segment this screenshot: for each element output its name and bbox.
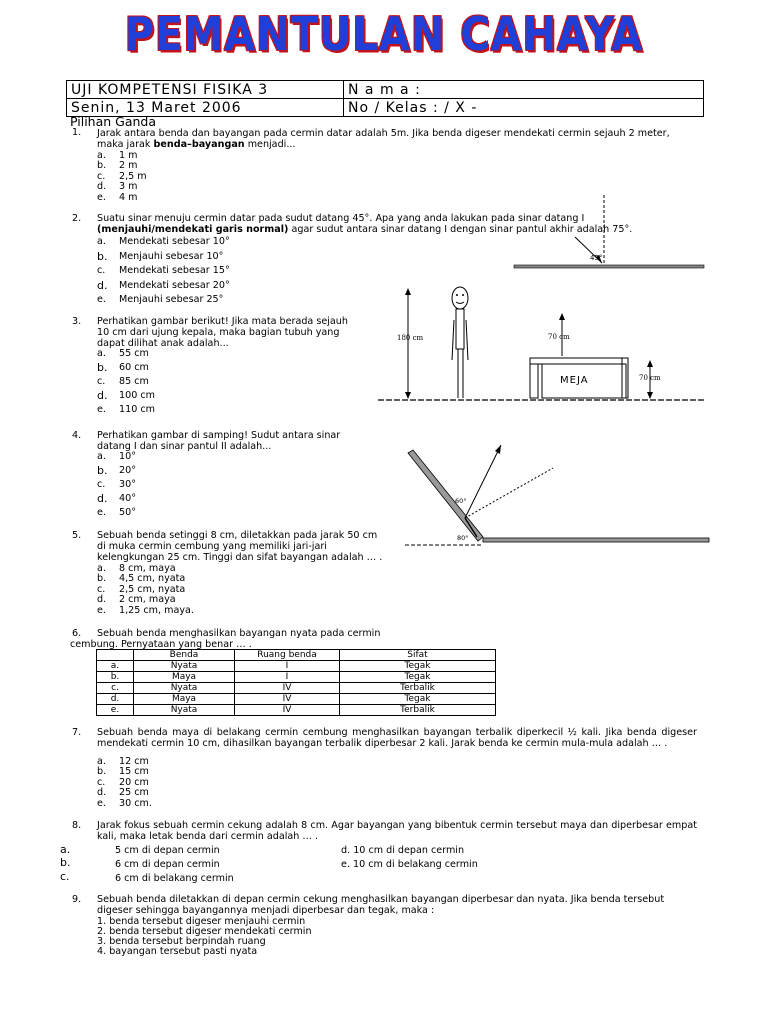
table-cell: Nyata xyxy=(134,661,235,672)
table-cell: Nyata xyxy=(134,683,235,694)
q6-line1: Sebuah benda menghasilkan bayangan nyata pada cermin xyxy=(97,628,381,639)
q8-opt-c-letter: c. xyxy=(60,870,70,883)
option-text: 4 m xyxy=(119,191,138,203)
table-cell: Terbalik xyxy=(340,683,496,694)
q8-opt-a: 5 cm di depan cermin xyxy=(115,845,220,856)
option-text: 10° xyxy=(119,451,137,462)
option-text: 2,5 cm, nyata xyxy=(119,583,186,595)
table-cell: Tegak xyxy=(340,672,496,683)
q9-statement: 3. benda tersebut berpindah ruang xyxy=(97,936,266,947)
option-letter: b. xyxy=(97,160,107,172)
q9-line1: Sebuah benda diletakkan di depan cermin cekung menghasilkan bayangan diperbesar dan nyata. Jika benda tersebut xyxy=(97,894,665,905)
q9-statement: 2. benda tersebut digeser mendekati cermin xyxy=(97,926,312,937)
table-cell: Maya xyxy=(134,672,235,683)
option-letter: e. xyxy=(97,797,106,809)
option-text: 85 cm xyxy=(119,376,149,387)
option-text: 20° xyxy=(119,465,137,476)
option-letter: e. xyxy=(97,191,106,203)
q3-height-child: 180 cm xyxy=(397,334,424,342)
table-cell: I xyxy=(235,672,340,683)
q2-mirror-diagram xyxy=(510,195,710,275)
q7-number: 7. xyxy=(72,727,82,738)
option-letter: b. xyxy=(97,464,108,477)
q9-statement: 4. bayangan tersebut pasti nyata xyxy=(97,946,258,957)
header-table xyxy=(66,80,704,117)
q4-double-mirror-diagram xyxy=(405,443,715,553)
q5-number: 5. xyxy=(72,530,82,541)
q8-opt-b-letter: b. xyxy=(60,856,71,869)
option-letter: c. xyxy=(97,479,106,490)
option-letter: c. xyxy=(97,170,106,182)
q5-line3: kelengkungan 25 cm. Tinggi dan sifat bayangan adalah … . xyxy=(97,552,383,563)
option-text: 12 cm xyxy=(119,756,149,767)
option-text: Menjauhi sebesar 10° xyxy=(119,250,224,262)
q9-number: 9. xyxy=(72,894,82,905)
table-row xyxy=(97,683,496,694)
option-text: 30 cm. xyxy=(119,797,152,809)
q8-opt-e: e. 10 cm di belakang cermin xyxy=(341,859,478,870)
subject-cell: UJI KOMPETENSI FISIKA 3 xyxy=(67,81,344,99)
option-text: 3 m xyxy=(119,181,138,193)
option-text: Mendekati sebesar 10° xyxy=(119,236,230,247)
q8-opt-c: 6 cm di belakang cermin xyxy=(115,873,234,884)
q1-line1: Jarak antara benda dan bayangan pada cermin datar adalah 5m. Jika benda digeser mendekati cermin sejauh 2 meter, xyxy=(97,128,670,139)
option-letter: e. xyxy=(97,604,106,616)
option-letter: b. xyxy=(97,249,108,263)
option-letter: c. xyxy=(97,376,106,387)
q3-line1: Perhatikan gambar berikut! Jika mata berada sejauh xyxy=(97,316,348,327)
option-text: 40° xyxy=(119,493,137,504)
table-row xyxy=(97,672,496,683)
table-cell: a. xyxy=(97,661,134,672)
name-cell: N a m a : xyxy=(344,81,704,99)
q3-child-table-diagram xyxy=(378,280,708,405)
option-letter: a. xyxy=(97,236,106,247)
q3-height-table: 70 cm xyxy=(548,333,570,341)
option-letter: b. xyxy=(97,361,108,374)
table-row xyxy=(97,661,496,672)
table-cell: d. xyxy=(97,694,134,705)
option-letter: e. xyxy=(97,294,106,306)
option-text: 1,25 cm, maya. xyxy=(119,604,194,616)
option-letter: d. xyxy=(97,389,108,402)
table-cell: IV xyxy=(235,683,340,694)
option-text: Mendekati sebesar 15° xyxy=(119,265,230,277)
class-cell: No / Kelas : / X - xyxy=(344,99,704,117)
table-cell: IV xyxy=(235,705,340,716)
table-cell: Tegak xyxy=(340,661,496,672)
option-letter: e. xyxy=(97,507,106,518)
q4-angle-80: 80° xyxy=(457,534,469,542)
q8-number: 8. xyxy=(72,820,82,831)
option-text: 20 cm xyxy=(119,776,149,788)
q2-number: 2. xyxy=(72,213,82,224)
option-letter: a. xyxy=(97,150,106,161)
option-text: 60 cm xyxy=(119,362,149,373)
q8-opt-d: d. 10 cm di depan cermin xyxy=(341,845,465,856)
q4-number: 4. xyxy=(72,430,82,441)
q6-answer-table xyxy=(96,649,496,716)
option-text: 100 cm xyxy=(119,390,155,401)
option-letter: d. xyxy=(97,181,107,193)
q8-opt-b: 6 cm di depan cermin xyxy=(115,859,220,870)
option-text: 15 cm xyxy=(119,766,149,778)
option-letter: a. xyxy=(97,451,106,462)
q4-line1: Perhatikan gambar di samping! Sudut antara sinar xyxy=(97,430,341,441)
option-text: 8 cm, maya xyxy=(119,563,176,574)
q2-angle-label: 45° xyxy=(590,254,603,262)
q4-angle-60: 60° xyxy=(455,497,467,505)
q3-number: 3. xyxy=(72,316,82,327)
option-letter: b. xyxy=(97,766,107,778)
option-letter: d. xyxy=(97,278,108,292)
option-text: 2,5 m xyxy=(119,170,147,182)
q8-opt-a-letter: a. xyxy=(60,843,71,856)
option-text: 2 cm, maya xyxy=(119,594,176,606)
q4-line2: datang I dan sinar pantul II adalah... xyxy=(97,441,272,452)
q8-text: Jarak fokus sebuah cermin cekung adalah 8 cm. Agar bayangan yang bibentuk cermin tersebut maya dan diperbesar empat kali, maka letak benda dari cermin adalah … . xyxy=(97,820,697,842)
option-text: Mendekati sebesar 20° xyxy=(119,279,230,291)
option-letter: a. xyxy=(97,563,106,574)
option-letter: c. xyxy=(97,265,106,277)
table-row xyxy=(97,694,496,705)
option-letter: d. xyxy=(97,492,108,505)
date-cell: Senin, 13 Maret 2006 xyxy=(67,99,344,117)
q3-height-mirror: 70 cm xyxy=(639,374,661,382)
option-text: 50° xyxy=(119,507,137,518)
q9-statement: 1. benda tersebut digeser menjauhi cermin xyxy=(97,916,306,927)
option-letter: a. xyxy=(97,756,106,767)
q7-text: Sebuah benda maya di belakang cermin cembung menghasilkan bayangan terbalik diperkecil ½ kali. Jika benda digeser mendekati cermin 10 cm, dihasilkan bayangan terbalik diperbesar 2 kali. Jarak benda ke cermin mula-mula adalah … . xyxy=(97,727,697,749)
q2-line1: Suatu sinar menuju cermin datar pada sudut datang 45°. Apa yang anda lakukan pada sinar datang I xyxy=(97,213,585,224)
section-title: Pilihan Ganda xyxy=(70,114,157,129)
table-header: Benda xyxy=(134,650,235,661)
table-cell: Terbalik xyxy=(340,705,496,716)
option-letter: b. xyxy=(97,573,107,585)
option-text: 30° xyxy=(119,479,137,490)
table-cell: Nyata xyxy=(134,705,235,716)
option-text: 55 cm xyxy=(119,348,149,359)
option-text: Menjauhi sebesar 25° xyxy=(119,294,224,306)
q5-line1: Sebuah benda setinggi 8 cm, diletakkan pada jarak 50 cm xyxy=(97,530,378,541)
option-letter: c. xyxy=(97,776,106,788)
table-cell: I xyxy=(235,661,340,672)
option-text: 2 m xyxy=(119,160,138,172)
table-cell: b. xyxy=(97,672,134,683)
option-text: 25 cm xyxy=(119,787,149,799)
q5-line2: di muka cermin cembung yang memiliki jari-jari xyxy=(97,541,327,552)
q9-line2: digeser sehingga bayangannya menjadi diperbesar dan tegak, maka : xyxy=(97,905,435,916)
table-header: Sifat xyxy=(340,650,496,661)
option-letter: d. xyxy=(97,787,107,799)
q6-number: 6. xyxy=(72,628,82,639)
q2-line2: (menjauhi/mendekati garis normal) agar sudut antara sinar datang I dengan sinar pantul akhir adalah 75°. xyxy=(97,224,633,235)
table-row xyxy=(97,705,496,716)
table-cell: IV xyxy=(235,694,340,705)
q1-line2: maka jarak benda–bayangan menjadi... xyxy=(97,139,296,150)
option-letter: a. xyxy=(97,348,106,359)
page-title: PEMANTULAN CAHAYA xyxy=(124,8,644,62)
table-cell: Maya xyxy=(134,694,235,705)
q3-table-label: MEJA xyxy=(560,375,589,386)
option-letter: d. xyxy=(97,594,107,606)
option-text: 4,5 cm, nyata xyxy=(119,573,186,585)
option-text: 110 cm xyxy=(119,404,155,415)
table-cell: e. xyxy=(97,705,134,716)
option-letter: e. xyxy=(97,404,106,415)
q1-number: 1. xyxy=(72,127,82,138)
option-text: 1 m xyxy=(119,150,138,161)
option-letter: c. xyxy=(97,583,106,595)
table-header: Ruang benda xyxy=(235,650,340,661)
q3-line2: 10 cm dari ujung kepala, maka bagian tubuh yang xyxy=(97,327,340,338)
table-cell: c. xyxy=(97,683,134,694)
q6-line2: cembung. Pernyataan yang benar … . xyxy=(70,639,252,650)
q3-line3: dapat dilihat anak adalah... xyxy=(97,338,229,349)
table-cell: Tegak xyxy=(340,694,496,705)
